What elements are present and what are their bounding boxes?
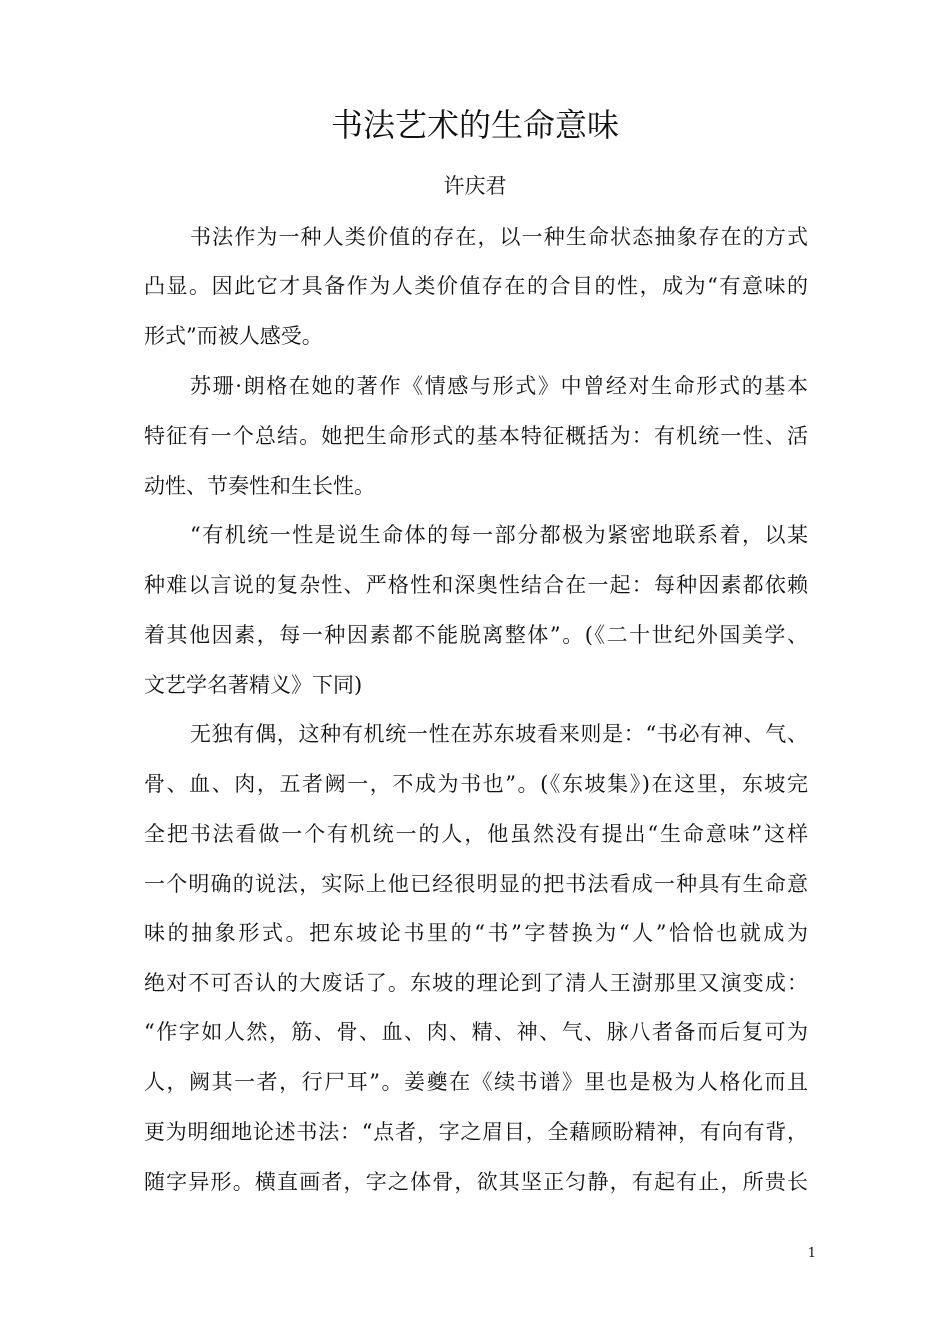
page-number: 1 [807,1246,816,1261]
document-author: 许庆君 [443,174,507,198]
paragraph-line: 种难以言说的复杂性、严格性和深奥性结合在一起：每种因素都依赖 [144,573,808,597]
paragraph-line: “有机统一性是说生命体的每一部分都极为紧密地联系着，以某 [190,523,808,547]
paragraph-line: 人，阙其一者，行尸耳”。姜夔在《续书谱》里也是极为人格化而且 [144,1070,808,1094]
paragraph-line: 味的抽象形式。把东坡论书里的“书”字替换为“人”恰恰也就成为 [144,921,808,945]
paragraph-line: 文艺学名著精义》下同) [144,673,363,697]
paragraph-line: 一个明确的说法，实际上他已经很明显的把书法看成一种具有生命意 [144,872,808,896]
paragraph-line: 全把书法看做一个有机统一的人，他虽然没有提出“生命意味”这样 [144,822,808,846]
paragraph-line: 动性、节奏性和生长性。 [144,474,375,498]
paragraph-line: 凸显。因此它才具备作为人类价值存在的合目的性，成为“有意味的 [144,274,808,298]
paragraph-line: 随字异形。横直画者，字之体骨，欲其坚正匀静，有起有止，所贵长 [144,1170,808,1194]
paragraph-line: “作字如人然，筋、骨、血、肉、精、神、气、脉八者备而后复可为 [144,1020,808,1044]
paragraph-line: 书法作为一种人类价值的存在，以一种生命状态抽象存在的方式 [190,225,808,249]
paragraph-line: 苏珊·朗格在她的著作《情感与形式》中曾经对生命形式的基本 [190,374,808,398]
paragraph-line: 骨、血、肉，五者阙一，不成为书也”。(《东坡集》)在这里，东坡完 [144,772,808,796]
document-title: 书法艺术的生命意味 [330,106,619,144]
paragraph-line: 着其他因素，每一种因素都不能脱离整体”。(《二十世纪外国美学、 [144,623,808,647]
paragraph-line: 绝对不可否认的大废话了。东坡的理论到了清人王澍那里又演变成： [144,971,808,995]
paragraph-line: 特征有一个总结。她把生命形式的基本特征概括为：有机统一性、活 [144,424,808,448]
paragraph-line: 无独有偶，这种有机统一性在苏东坡看来则是：“书必有神、气、 [190,722,808,746]
paragraph-line: 形式”而被人感受。 [144,324,323,348]
paragraph-line: 更为明细地论述书法：“点者，字之眉目，全藉顾盼精神，有向有背， [144,1120,808,1144]
